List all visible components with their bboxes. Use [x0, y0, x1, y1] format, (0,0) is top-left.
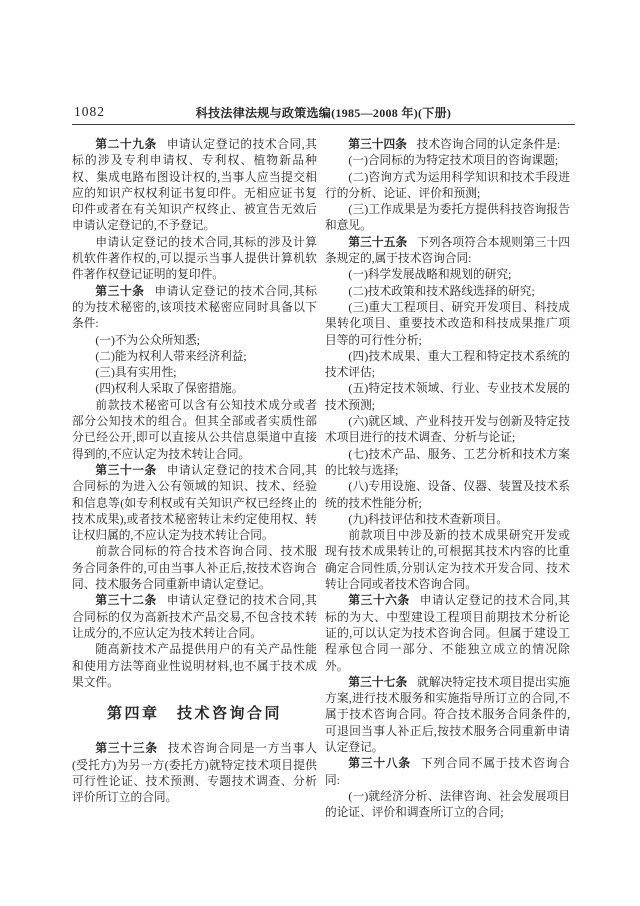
text-columns [72, 137, 575, 821]
header-rule [72, 124, 575, 125]
body-paragraph: (一)科学发展战略和规划的研究; [348, 268, 512, 282]
body-paragraph: (四)权利人采取了保密措施。 [95, 382, 244, 396]
article-number: 第三十三条 [95, 742, 158, 756]
body-paragraph: (一)就经济分析、法律咨询、社会发展项目的论证、评价和调查所订立的合同; [325, 789, 570, 820]
column-right [325, 137, 570, 821]
running-title: 科技法律法规与政策选编(1985—2008 年)(下册) [195, 106, 452, 120]
article-paragraph: 第三十五条 下列各项符合本规则第三十四条规定的,属于技术咨询合同: [325, 235, 570, 266]
body-paragraph: (六)就区域、产业科技开发与创新及特定技术项目进行的技术调查、分析与论证; [325, 415, 570, 445]
article-number: 第三十四条 [348, 138, 407, 151]
body-paragraph: (三)工作成果是为委托方提供科技咨询报告和意见。 [325, 203, 570, 233]
article-number: 第三十六条 [348, 594, 410, 608]
article-number: 第三十五条 [348, 235, 408, 249]
article-paragraph: 第三十八条 下列合同不属于技术咨询合同: [325, 757, 570, 787]
body-paragraph: (七)技术产品、服务、工艺分析和技术方案的比较与选择; [325, 447, 570, 477]
body-paragraph: 随高新技术产品提供用户的有关产品性能和使用方法等商业性说明材料,也不属于技术成果文件。 [72, 643, 317, 689]
body-paragraph: 前款项目中涉及新的技术成果研究开发或现有技术成果转让的,可根据其技术内容的比重确定合同性质,分别认定为技术开发合同、技术转让合同或者技术咨询合同。 [325, 529, 570, 592]
article-number: 第三十条 [95, 284, 145, 298]
article-number: 第三十一条 [95, 463, 157, 477]
article-number: 第三十七条 [348, 675, 408, 689]
article-paragraph: 第三十三条 技术咨询合同是一方当事人(受托方)为另一方(委托方)就特定技术项目提供可行性论证、技术预测、专题技术调查、分析评价所订立的合同。 [72, 742, 317, 805]
body-paragraph: 前款合同标的符合技术咨询合同、技术服务合同条件的,可由当事人补正后,按技术咨询合同、技术服务合同重新申请认定登记。 [72, 545, 317, 592]
body-paragraph: (二)技术政策和技术路线选择的研究; [348, 284, 535, 298]
body-paragraph: (二)咨询方式为运用科学知识和技术手段进行的分析、论证、评价和预测; [325, 170, 570, 200]
column-left [72, 137, 317, 821]
body-paragraph: (五)特定技术领域、行业、专业技术发展的技术预测; [325, 382, 570, 412]
article-paragraph: 第三十七条 就解决特定技术项目提出实施方案,进行技术服务和实施指导所订立的合同,不属于技术咨询合同。符合技术服务合同条件的,可退回当事人补正后,按技术服务合同重新申请认定登记。 [325, 675, 570, 754]
article-paragraph: 第三十四条 技术咨询合同的认定条件是: [348, 138, 561, 151]
body-paragraph: (二)能为权利人带来经济利益; [95, 349, 247, 363]
article-paragraph: 第二十九条 申请认定登记的技术合同,其标的涉及专利申请权、专利权、植物新品种权、集成电路布图设计权的,当事人应当提交相应的知识产权权利证书复印件。无相应证书复印件或者在有关知识产权终止、被宣告无效后申请认定登记的,不予登记。 [72, 138, 317, 233]
article-paragraph: 第三十二条 申请认定登记的技术合同,其合同标的仅为高新技术产品交易,不包含技术转让成分的,不应认定为技术转让合同。 [72, 594, 317, 640]
chapter-heading: 第四章 技术咨询合同 [106, 706, 282, 723]
article-paragraph: 第三十一条 申请认定登记的技术合同,其合同标的为进入公有领域的知识、技术、经验和信息等(如专利权或有关知识产权已经终止的技术成果),或者技术秘密转让未约定使用权、转让权归属的,不应认定为技术转让合同。 [72, 463, 317, 543]
body-paragraph: (八)专用设施、设备、仪器、装置及技术系统的技术性能分析; [325, 480, 570, 510]
page-header [72, 104, 575, 121]
article-paragraph: 第三十条 申请认定登记的技术合同,其标的为技术秘密的,该项技术秘密应同时具备以下条件: [72, 284, 317, 331]
body-paragraph: (三)重大工程项目、研究开发项目、科技成果转化项目、重要技术改造和科技成果推广项目等的可行性分析; [325, 300, 570, 347]
body-paragraph: (九)科技评估和技术查新项目。 [348, 512, 509, 526]
body-paragraph: (四)技术成果、重大工程和特定技术系统的技术评估; [325, 349, 570, 380]
article-number: 第二十九条 [95, 138, 157, 151]
body-paragraph: (三)具有实用性; [95, 366, 177, 380]
body-paragraph: (一)不为公众所知悉; [95, 333, 200, 347]
body-paragraph: (一)合同标的为特定技术项目的咨询课题; [348, 154, 559, 168]
article-paragraph: 第三十六条 申请认定登记的技术合同,其标的为大、中型建设工程项目前期技术分析论证的,可以认定为技术咨询合同。但属于建设工程承包合同一部分、不能独立成立的情况除外。 [325, 594, 570, 673]
body-paragraph: 申请认定登记的技术合同,其标的涉及计算机软件著作权的,可以提示当事人提供计算机软件著作权登记证明的复印件。 [72, 235, 317, 282]
body-paragraph: 前款技术秘密可以含有公知技术成分或者部分公知技术的组合。但其全部或者实质性部分已经公开,即可以直接从公共信息渠道中直接得到的,不应认定为技术转让合同。 [72, 398, 317, 461]
article-number: 第三十八条 [348, 757, 411, 771]
article-number: 第三十二条 [95, 594, 157, 608]
page-number: 1082 [74, 104, 105, 119]
